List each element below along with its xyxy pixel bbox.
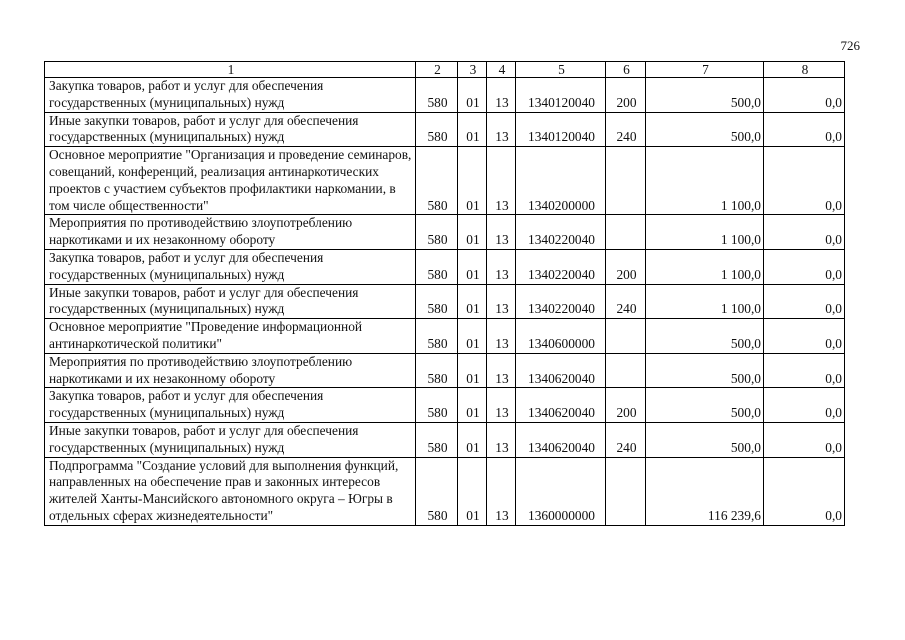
row-col4-cell: 13	[487, 284, 516, 319]
row-col4-cell: 13	[487, 112, 516, 147]
table-row	[45, 147, 845, 215]
row-col5-cell: 1340620040	[516, 353, 606, 388]
row-col6-cell: 240	[606, 422, 646, 457]
row-col8-cell: 0,0	[764, 319, 845, 354]
row-col3-cell: 01	[458, 249, 487, 284]
header-cell-4: 4	[487, 62, 516, 78]
row-col8-cell: 0,0	[764, 422, 845, 457]
row-col7-cell: 1 100,0	[646, 215, 764, 250]
row-col7-cell: 500,0	[646, 422, 764, 457]
row-col5-cell: 1340120040	[516, 78, 606, 113]
header-row	[45, 62, 845, 78]
row-col4-cell: 13	[487, 457, 516, 525]
header-cell-5: 5	[516, 62, 606, 78]
row-col4-cell: 13	[487, 353, 516, 388]
row-col2-cell: 580	[416, 388, 458, 423]
row-col5-cell: 1340620040	[516, 422, 606, 457]
row-col2-cell: 580	[416, 112, 458, 147]
row-col7-cell: 500,0	[646, 388, 764, 423]
row-name-cell: Иные закупки товаров, работ и услуг для обеспечения государственных (муниципальных) нужд	[45, 284, 416, 319]
row-col4-cell: 13	[487, 388, 516, 423]
row-col8-cell: 0,0	[764, 388, 845, 423]
budget-table	[44, 61, 845, 526]
row-col4-cell: 13	[487, 319, 516, 354]
row-col6-cell	[606, 215, 646, 250]
header-cell-7: 7	[646, 62, 764, 78]
row-col5-cell: 1340620040	[516, 388, 606, 423]
row-name-cell: Иные закупки товаров, работ и услуг для обеспечения государственных (муниципальных) нужд	[45, 422, 416, 457]
table-row	[45, 422, 845, 457]
row-name-cell: Основное мероприятие "Проведение информационной антинаркотической политики"	[45, 319, 416, 354]
row-col3-cell: 01	[458, 112, 487, 147]
row-col3-cell: 01	[458, 457, 487, 525]
row-col8-cell: 0,0	[764, 78, 845, 113]
row-col4-cell: 13	[487, 215, 516, 250]
row-col6-cell	[606, 457, 646, 525]
row-col8-cell: 0,0	[764, 249, 845, 284]
row-col3-cell: 01	[458, 319, 487, 354]
row-col2-cell: 580	[416, 78, 458, 113]
row-col7-cell: 116 239,6	[646, 457, 764, 525]
row-name-cell: Закупка товаров, работ и услуг для обеспечения государственных (муниципальных) нужд	[45, 78, 416, 113]
row-col5-cell: 1340220040	[516, 284, 606, 319]
table-row	[45, 249, 845, 284]
header-cell-3: 3	[458, 62, 487, 78]
row-col3-cell: 01	[458, 215, 487, 250]
table-row	[45, 284, 845, 319]
row-col5-cell: 1340220040	[516, 249, 606, 284]
row-col7-cell: 500,0	[646, 78, 764, 113]
page-number: 726	[840, 38, 860, 53]
table-row	[45, 457, 845, 525]
row-name-cell: Закупка товаров, работ и услуг для обеспечения государственных (муниципальных) нужд	[45, 249, 416, 284]
row-col6-cell: 200	[606, 249, 646, 284]
table-row	[45, 388, 845, 423]
row-col4-cell: 13	[487, 249, 516, 284]
row-name-cell: Мероприятия по противодействию злоупотреблению наркотиками и их незаконному обороту	[45, 353, 416, 388]
row-col8-cell: 0,0	[764, 147, 845, 215]
row-col8-cell: 0,0	[764, 112, 845, 147]
row-col4-cell: 13	[487, 78, 516, 113]
row-col6-cell	[606, 147, 646, 215]
row-col2-cell: 580	[416, 215, 458, 250]
row-col7-cell: 500,0	[646, 353, 764, 388]
row-col8-cell: 0,0	[764, 215, 845, 250]
row-col2-cell: 580	[416, 147, 458, 215]
row-col6-cell: 200	[606, 78, 646, 113]
row-col5-cell: 1340600000	[516, 319, 606, 354]
table-row	[45, 353, 845, 388]
row-col6-cell: 240	[606, 112, 646, 147]
row-name-cell: Основное мероприятие "Организация и проведение семинаров, совещаний, конференций, реализация антинаркотических проектов с участием субъектов профилактики наркомании, в том числе общественности"	[45, 147, 416, 215]
row-col7-cell: 1 100,0	[646, 249, 764, 284]
header-cell-2: 2	[416, 62, 458, 78]
row-col3-cell: 01	[458, 78, 487, 113]
row-col2-cell: 580	[416, 319, 458, 354]
row-col4-cell: 13	[487, 147, 516, 215]
row-col3-cell: 01	[458, 353, 487, 388]
row-col8-cell: 0,0	[764, 457, 845, 525]
table-row	[45, 112, 845, 147]
row-col2-cell: 580	[416, 284, 458, 319]
table-row	[45, 319, 845, 354]
table-body	[45, 62, 845, 526]
row-col7-cell: 1 100,0	[646, 147, 764, 215]
row-name-cell: Подпрограмма "Создание условий для выполнения функций, направленных на обеспечение прав и законных интересов жителей Ханты-Мансийского автономного округа – Югры в отдельных сферах жизнедеятельности"	[45, 457, 416, 525]
row-col2-cell: 580	[416, 457, 458, 525]
row-col6-cell: 240	[606, 284, 646, 319]
row-col3-cell: 01	[458, 147, 487, 215]
row-col2-cell: 580	[416, 422, 458, 457]
row-col5-cell: 1340220040	[516, 215, 606, 250]
table-row	[45, 78, 845, 113]
row-col3-cell: 01	[458, 284, 487, 319]
row-name-cell: Закупка товаров, работ и услуг для обеспечения государственных (муниципальных) нужд	[45, 388, 416, 423]
row-col7-cell: 500,0	[646, 319, 764, 354]
row-col2-cell: 580	[416, 249, 458, 284]
row-col2-cell: 580	[416, 353, 458, 388]
row-col8-cell: 0,0	[764, 353, 845, 388]
row-name-cell: Мероприятия по противодействию злоупотреблению наркотиками и их незаконному обороту	[45, 215, 416, 250]
row-col4-cell: 13	[487, 422, 516, 457]
row-col5-cell: 1340120040	[516, 112, 606, 147]
row-col6-cell: 200	[606, 388, 646, 423]
row-col6-cell	[606, 353, 646, 388]
row-col3-cell: 01	[458, 388, 487, 423]
row-col5-cell: 1360000000	[516, 457, 606, 525]
row-col5-cell: 1340200000	[516, 147, 606, 215]
row-col6-cell	[606, 319, 646, 354]
header-cell-1: 1	[45, 62, 416, 78]
row-col7-cell: 1 100,0	[646, 284, 764, 319]
row-col8-cell: 0,0	[764, 284, 845, 319]
header-cell-8: 8	[764, 62, 845, 78]
row-col7-cell: 500,0	[646, 112, 764, 147]
table-row	[45, 215, 845, 250]
row-name-cell: Иные закупки товаров, работ и услуг для обеспечения государственных (муниципальных) нужд	[45, 112, 416, 147]
row-col3-cell: 01	[458, 422, 487, 457]
header-cell-6: 6	[606, 62, 646, 78]
